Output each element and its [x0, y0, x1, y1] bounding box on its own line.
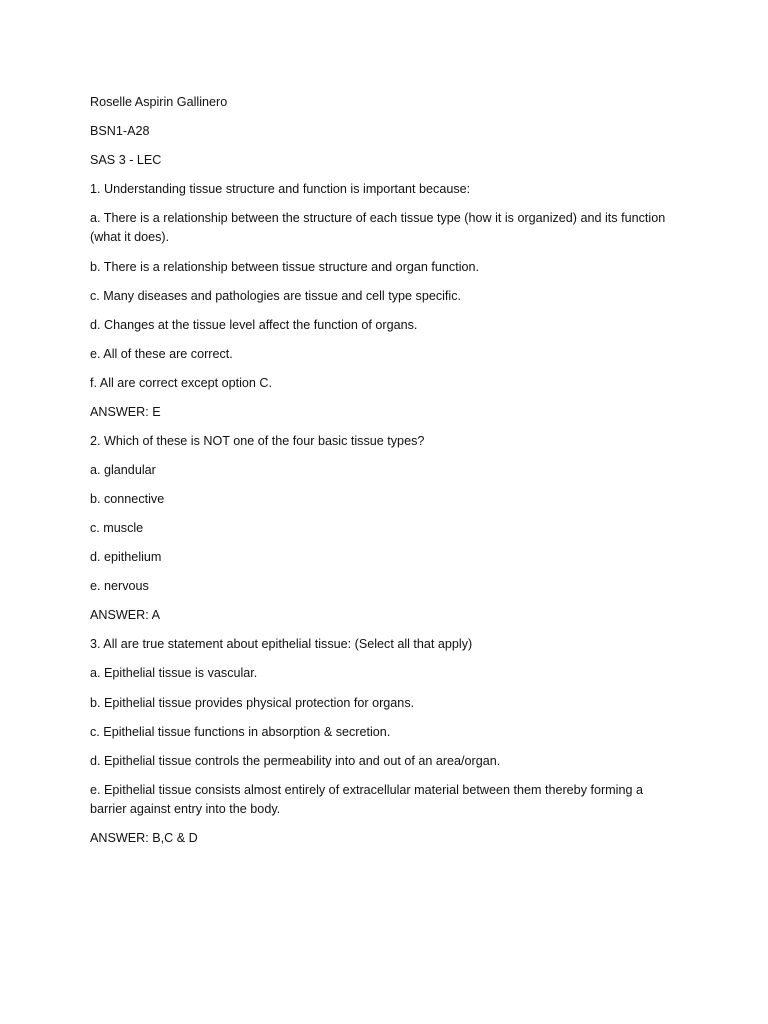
question-3-option-b: b. Epithelial tissue provides physical protection for organs.: [90, 696, 415, 710]
question-1-option-b: b. There is a relationship between tissue structure and organ function.: [90, 260, 480, 274]
question-2-option-b: b. connective: [90, 492, 165, 506]
question-3-option-e: e. Epithelial tissue consists almost entirely of extracellular material between them thereby forming a barrier against entry into the body.: [90, 783, 643, 816]
question-1-option-d: d. Changes at the tissue level affect the function of organs.: [90, 318, 418, 332]
question-1-option-f: f. All are correct except option C.: [90, 376, 272, 390]
question-2-option-d: d. epithelium: [90, 550, 162, 564]
question-3-option-c: c. Epithelial tissue functions in absorption & secretion.: [90, 725, 391, 739]
question-2-option-e: e. nervous: [90, 579, 149, 593]
question-3-prompt: 3. All are true statement about epithelial tissue: (Select all that apply): [90, 637, 473, 651]
question-1-option-a: a. There is a relationship between the structure of each tissue type (how it is organized) and its function (what it does).: [90, 211, 666, 244]
question-2-prompt: 2. Which of these is NOT one of the four basic tissue types?: [90, 434, 425, 448]
question-3-option-a: a. Epithelial tissue is vascular.: [90, 666, 258, 680]
student-name: Roselle Aspirin Gallinero: [90, 95, 228, 109]
question-2-option-a: a. glandular: [90, 463, 156, 477]
question-2-answer: ANSWER: A: [90, 608, 160, 622]
question-1-prompt: 1. Understanding tissue structure and function is important because:: [90, 182, 471, 196]
subject-title: SAS 3 - LEC: [90, 153, 162, 167]
question-2-option-c: c. muscle: [90, 521, 144, 535]
question-1-answer: ANSWER: E: [90, 405, 161, 419]
question-1-option-c: c. Many diseases and pathologies are tissue and cell type specific.: [90, 289, 462, 303]
question-3-option-d: d. Epithelial tissue controls the permeability into and out of an area/organ.: [90, 754, 501, 768]
question-1-option-e: e. All of these are correct.: [90, 347, 233, 361]
section-code: BSN1-A28: [90, 124, 150, 138]
question-3-answer: ANSWER: B,C & D: [90, 831, 198, 845]
